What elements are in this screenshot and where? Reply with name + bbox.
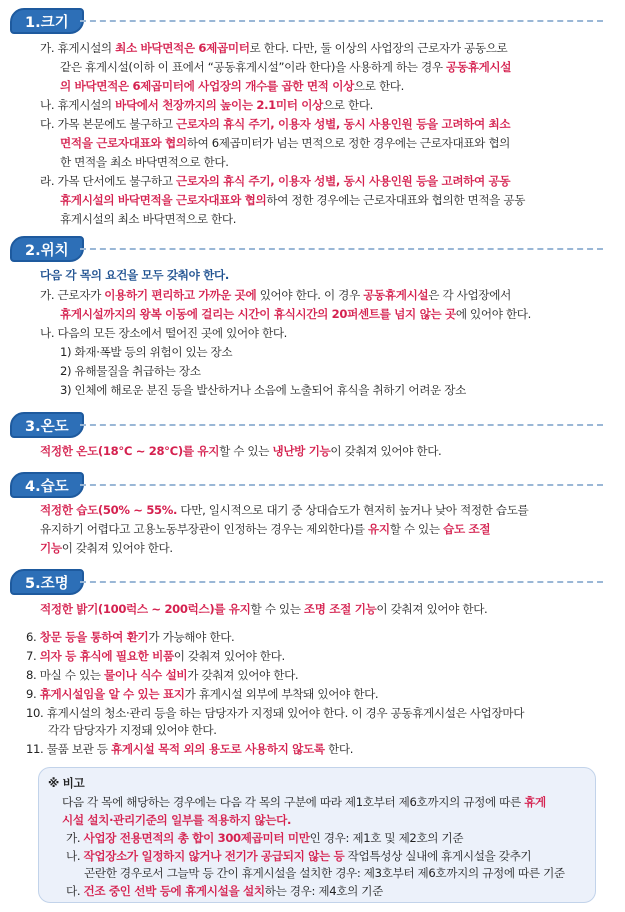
list-item: 7. 의자 등 휴식에 필요한 비품이 갖춰져 있어야 한다.	[26, 649, 285, 663]
text-line: 나. 휴게시설의 바닥에서 천장까지의 높이는 2.1미터 이상으로 한다.	[40, 98, 374, 112]
list-item: 10. 휴게시설의 청소·관리 등을 하는 담당자가 지정돼 있어야 한다. 이 경우 공동휴게시설은 사업장마다	[26, 706, 525, 720]
text-line: 곤란한 경우로서 그늘막 등 간이 휴게시설을 설치한 경우: 제3호부터 제6호까지의 규정에 따른 기준	[84, 866, 565, 880]
section-badge: 2.위치	[10, 236, 84, 262]
note-title: ※ 비고	[48, 776, 85, 790]
list-item: 8. 마실 수 있는 물이나 식수 설비가 갖춰져 있어야 한다.	[26, 668, 299, 682]
divider	[80, 424, 603, 426]
text-line: 휴게시설의 최소 바닥면적으로 한다.	[60, 212, 237, 226]
text-line: 가. 근로자가 이용하기 편리하고 가까운 곳에 있어야 한다. 이 경우 공동휴게시설은 각 사업장에서	[40, 288, 511, 302]
text-line: 라. 가목 단서에도 불구하고 근로자의 휴식 주기, 이용자 성별, 동시 사용인원 등을 고려하여 공동	[40, 174, 511, 188]
text-line: 나. 다음의 모든 장소에서 떨어진 곳에 있어야 한다.	[40, 326, 288, 340]
divider	[80, 484, 603, 486]
section-badge: 1.크기	[10, 8, 84, 34]
list-item: 6. 창문 등을 통하여 환기가 가능해야 한다.	[26, 630, 235, 644]
text-line: 휴게시설까지의 왕복 이동에 걸리는 시간이 휴식시간의 20퍼센트를 넘지 않는 곳에 있어야 한다.	[60, 307, 531, 321]
list-item: 9. 휴게시설임을 알 수 있는 표지가 휴게시설 외부에 부착돼 있어야 한다.	[26, 687, 379, 701]
text-line: 적정한 온도(18℃ ~ 28℃)를 유지할 수 있는 냉난방 기능이 갖춰져 있어야 한다.	[40, 444, 442, 458]
text-line: 다. 건조 중인 선박 등에 휴게시설을 설치하는 경우: 제4호의 기준	[66, 884, 383, 898]
text-line: 적정한 밝기(100럭스 ~ 200럭스)를 유지할 수 있는 조명 조절 기능이 갖춰져 있어야 한다.	[40, 602, 488, 616]
text-line: 휴게시설의 바닥면적을 근로자대표와 협의하여 정한 경우에는 근로자대표와 협의한 면적을 공동	[60, 193, 526, 207]
text-line: 다. 가목 본문에도 불구하고 근로자의 휴식 주기, 이용자 성별, 동시 사용인원 등을 고려하여 최소	[40, 117, 511, 131]
text-line: 가. 사업장 전용면적의 총 합이 300제곱미터 미만인 경우: 제1호 및 제2호의 기준	[66, 831, 464, 845]
text-line: 기능이 갖춰져 있어야 한다.	[40, 541, 173, 555]
section-badge: 4.습도	[10, 472, 84, 498]
divider	[80, 20, 603, 22]
text-line: 유지하기 어렵다고 고용노동부장관이 인정하는 경우는 제외한다)를 유지할 수 있는 습도 조절	[40, 522, 491, 536]
list-item: 3) 인체에 해로운 분진 등을 발산하거나 소음에 노출되어 휴식을 취하기 어려운 장소	[60, 383, 466, 397]
section-badge: 3.온도	[10, 412, 84, 438]
list-item: 1) 화재·폭발 등의 위험이 있는 장소	[60, 345, 233, 359]
text-line: 다음 각 목에 해당하는 경우에는 다음 각 목의 구분에 따라 제1호부터 제6호까지의 규정에 따른 휴게	[62, 795, 546, 809]
text-line: 시설 설치·관리기준의 일부를 적용하지 않는다.	[62, 813, 291, 827]
divider	[80, 581, 603, 583]
section-intro: 다음 각 목의 요건을 모두 갖춰야 한다.	[40, 268, 229, 282]
divider	[80, 248, 603, 250]
text-line: 의 바닥면적은 6제곱미터에 사업장의 개수를 곱한 면적 이상으로 한다.	[60, 79, 404, 93]
text-line: 적정한 습도(50% ~ 55%. 다만, 일시적으로 대기 중 상대습도가 현저히 높거나 낮아 적정한 습도를	[40, 503, 529, 517]
text-line: 같은 휴게시설(이하 이 표에서 “공동휴게시설”이라 한다)을 사용하게 하는 경우 공동휴게시설	[60, 60, 512, 74]
text-line: 가. 휴게시설의 최소 바닥면적은 6제곱미터로 한다. 다만, 둘 이상의 사업장의 근로자가 공동으로	[40, 41, 508, 55]
section-badge: 5.조명	[10, 569, 84, 595]
text-line: 면적을 근로자대표와 협의하여 6제곱미터가 넘는 면적으로 정한 경우에는 근로자대표와 협의	[60, 136, 511, 150]
text-line: 나. 작업장소가 일정하지 않거나 전기가 공급되지 않는 등 작업특성상 실내에 휴게시설을 갖추기	[66, 849, 532, 863]
list-item: 11. 물품 보관 등 휴게시설 목적 외의 용도로 사용하지 않도록 한다.	[26, 742, 354, 756]
text-line: 한 면적을 최소 바닥면적으로 한다.	[60, 155, 229, 169]
list-item: 각각 담당자가 지정돼 있어야 한다.	[48, 723, 217, 737]
list-item: 2) 유해물질을 취급하는 장소	[60, 364, 201, 378]
